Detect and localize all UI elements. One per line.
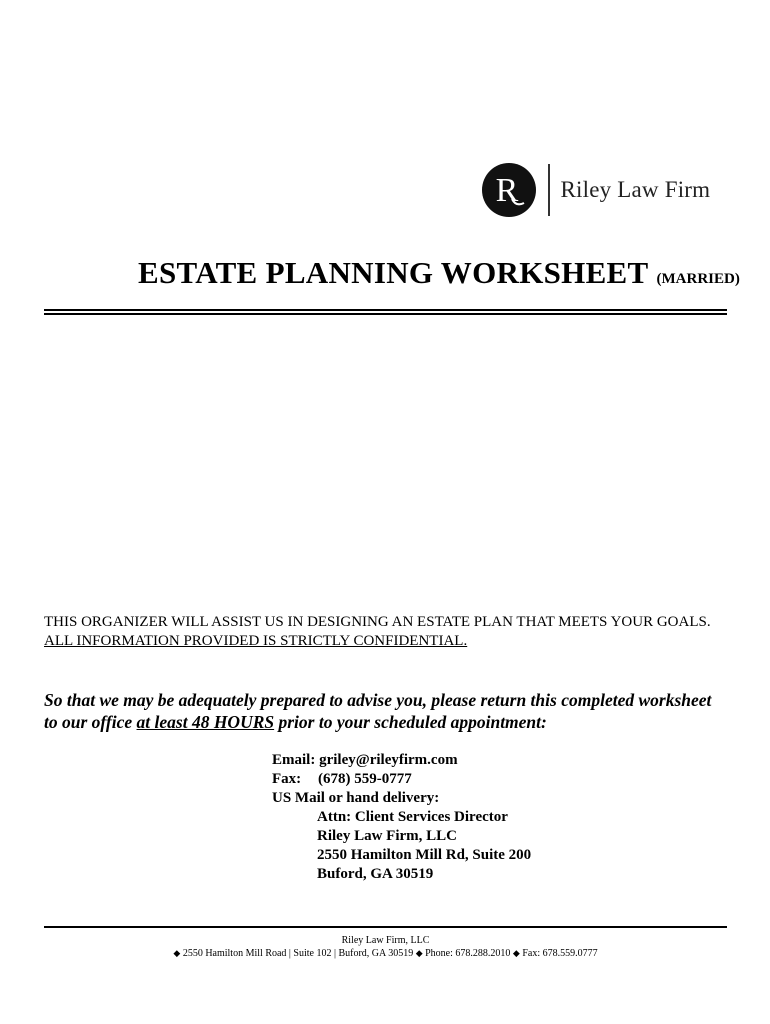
logo-firm-name: Riley Law Firm	[560, 177, 711, 202]
fax-row	[272, 770, 531, 789]
diamond-icon: ◆	[415, 948, 423, 958]
fax-value: (678) 559-0777	[318, 771, 412, 787]
fax-label: Fax:	[272, 771, 302, 787]
instructions-suffix: prior to your scheduled appointment:	[274, 712, 547, 732]
firm-logo	[482, 162, 710, 218]
title-rule-top	[44, 309, 727, 311]
title-subtitle: (MARRIED)	[656, 271, 740, 287]
attn-line: Attn: Client Services Director	[317, 809, 508, 825]
intro-text	[44, 613, 711, 651]
monogram-r-icon	[482, 163, 536, 217]
instructions-line-2	[44, 711, 711, 733]
title-rule-bottom	[44, 313, 727, 315]
street-line: 2550 Hamilton Mill Rd, Suite 200	[317, 847, 532, 863]
diamond-icon: ◆	[512, 948, 520, 958]
email-row	[272, 751, 531, 770]
footer-address: 2550 Hamilton Mill Road | Suite 102 | Buford, GA 30519	[182, 948, 414, 959]
footer-fax: Fax: 678.559.0777	[522, 948, 598, 959]
footer-rule	[44, 926, 727, 928]
footer-company: Riley Law Firm, LLC	[341, 935, 430, 946]
footer-address-line	[44, 948, 727, 959]
logo-divider	[548, 164, 550, 216]
email-label: Email:	[272, 752, 316, 768]
instructions-line-1: So that we may be adequately prepared to advise you, please return this completed worksheet	[44, 690, 712, 710]
city-line: Buford, GA 30519	[317, 866, 434, 882]
instructions-prefix: to our office	[44, 712, 137, 732]
mail-label: US Mail or hand delivery:	[272, 790, 440, 806]
email-value[interactable]: griley@rileyfirm.com	[319, 752, 458, 768]
contact-block	[272, 751, 531, 884]
monogram-letter: R	[495, 172, 519, 209]
footer-phone: Phone: 678.288.2010	[425, 948, 511, 959]
confidentiality-notice: ALL INFORMATION PROVIDED IS STRICTLY CONFIDENTIAL.	[44, 633, 468, 649]
document-title	[138, 255, 740, 291]
diamond-icon: ◆	[173, 948, 181, 958]
intro-line-1: THIS ORGANIZER WILL ASSIST US IN DESIGNING AN ESTATE PLAN THAT MEETS YOUR GOALS.	[44, 614, 711, 630]
return-instructions	[44, 689, 711, 733]
company-line: Riley Law Firm, LLC	[317, 828, 457, 844]
title-main: ESTATE PLANNING WORKSHEET	[138, 255, 649, 290]
deadline-emphasis: at least 48 HOURS	[136, 712, 275, 732]
monogram-badge	[482, 163, 536, 217]
